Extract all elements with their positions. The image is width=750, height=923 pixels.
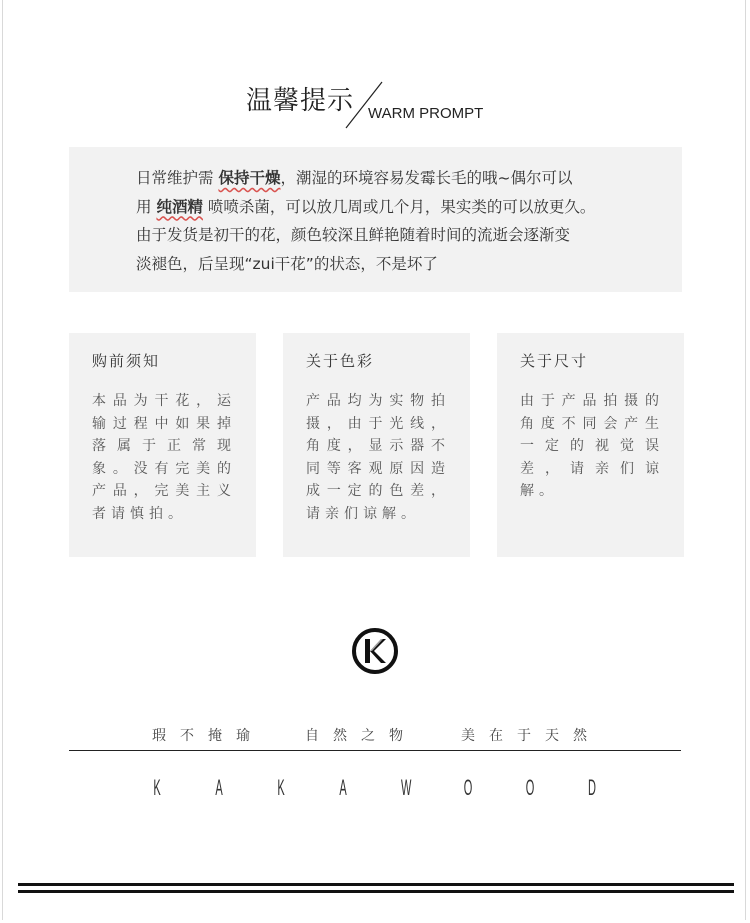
divider-line: [69, 750, 681, 751]
card-about-size: [497, 333, 684, 557]
keep-dry-emphasis: 保持干燥: [218, 169, 281, 187]
care-notice-panel: [69, 147, 682, 292]
card-title: 关于尺寸: [520, 352, 589, 370]
title-chinese: 温馨提示: [246, 86, 355, 116]
card-purchase-notice: [69, 333, 256, 557]
k-circle-logo-icon: [351, 627, 399, 675]
card-body: 产品均为实物拍摄，由于光线，角度，显示器不同等客观原因造成一定的色差，请亲们谅解。: [306, 393, 450, 522]
notice-text-segment: 用: [136, 197, 157, 216]
card-body: 本品为干花，运输过程中如果掉落属于正常现象。没有完美的产品，完美主义者请慎拍。: [92, 393, 236, 522]
card-title: 关于色彩: [306, 352, 375, 370]
notice-line-2: [136, 193, 656, 222]
brand-tagline: [0, 725, 750, 745]
brand-letter: K: [277, 775, 285, 800]
footer-rule-bottom: [18, 890, 734, 893]
notice-text-segment: 喷喷杀菌，可以放几周或几个月，果实类的可以放更久。: [202, 197, 596, 216]
section-title: [246, 78, 516, 132]
brand-wordmark: [0, 775, 750, 805]
brand-letter: W: [401, 775, 412, 800]
notice-text-segment: 日常维护需: [136, 169, 219, 187]
tagline-phrase: 自然之物: [305, 728, 417, 744]
care-notice-text: [136, 164, 656, 278]
brand-letter: A: [339, 775, 347, 800]
alcohol-emphasis: 纯酒精: [156, 197, 203, 216]
notice-line-3: 由于发货是初干的花，颜色较深且鲜艳随着时间的流逝会逐渐变: [136, 226, 571, 244]
brand-letter: D: [588, 775, 596, 800]
footer-rule-top: [18, 883, 734, 886]
title-english: WARM PROMPT: [368, 105, 484, 122]
brand-letter: O: [525, 775, 535, 800]
tagline-phrase: 美在于天然: [461, 728, 601, 744]
notice-line-4: 淡褪色，后呈现“zui干花”的状态，不是坏了: [136, 254, 438, 273]
notice-text-segment: ，潮湿的环境容易发霉长毛的哦~偶尔可以: [280, 169, 573, 187]
card-title: 购前须知: [92, 352, 161, 370]
brand-letter: A: [215, 775, 223, 800]
brand-letter: O: [463, 775, 473, 800]
card-body: 由于产品拍摄的角度不同会产生一定的视觉误差，请亲们谅解。: [520, 393, 664, 499]
notice-line-1: [136, 164, 656, 193]
card-about-color: [283, 333, 470, 557]
tagline-phrase: 瑕不掩瑜: [152, 728, 264, 744]
brand-letter: K: [153, 775, 161, 800]
